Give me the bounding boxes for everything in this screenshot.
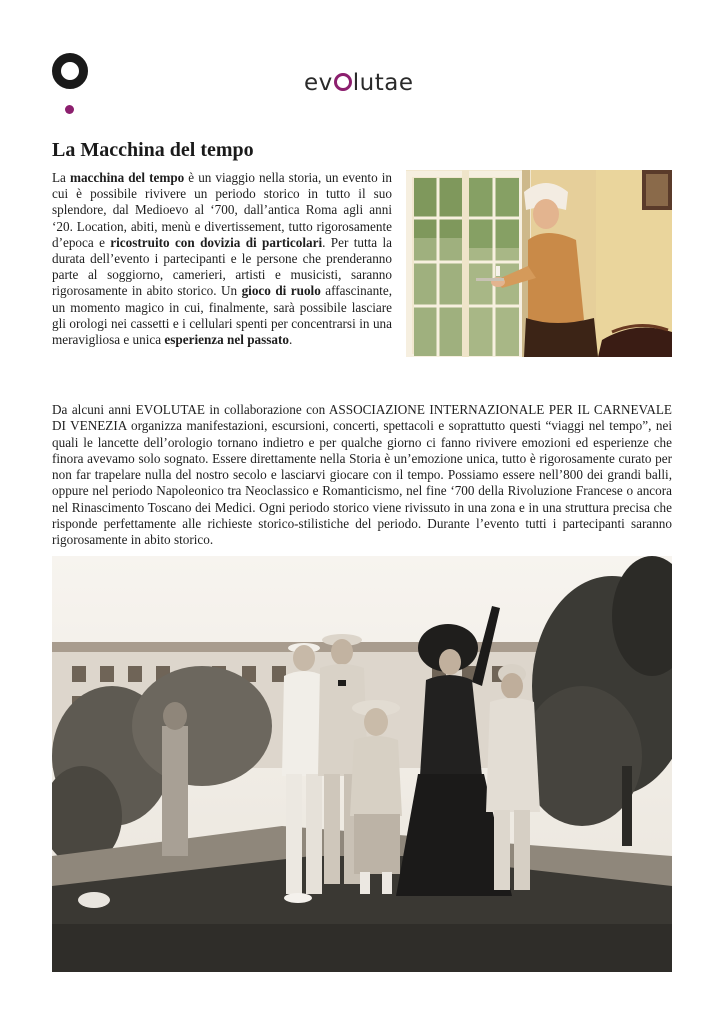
page-title: La Macchina del tempo: [52, 139, 254, 161]
intro-seg: è un viaggio nella storia, un evento in cui è possibile rivivere un periodo storico in tutto il suo splendore, dal Medioevo al ‘700, dall’antica Roma agli anni ‘20. Location, abiti, menù e divertissement, tutto rigorosamente d’epoca e: [52, 170, 392, 250]
intro-seg-bold: gioco di ruolo: [241, 283, 321, 299]
body-paragraph: Da alcuni anni EVOLUTAE in collaborazione con ASSOCIAZIONE INTERNAZIONALE PER IL CARNEVALE DI VENEZIA organizza manifestazioni, escursioni, concerti, spettacoli e soprattutto questi “viaggi nel tempo”, nei quali le lancette dell’orologio tornano indietro e per qualche giorno ci fanno rivivere emozioni ed esperienze che finora avevamo solo sognato. Essere direttamente nella Storia è un’emozione unica, tutto è rigorosamente curato per non far trapelare nulla del nostro secolo e lasciarvi giocare con il tempo. Possiamo essere nell’800 dei grandi balli, oppure nel periodo Napoleonico tra Neoclassico e Romanticismo, nel fine ‘700 della Rivoluzione Francese o ancora nel Rinascimento Toscano dei Medici. Ogni periodo storico viene rivissuto in una zona e in una struttura precisa che risponde perfettamente alle richieste storico-stilistiche del periodo. Durante l’evento tutti i partecipanti saranno rigorosamente in abito storico.: [52, 402, 672, 548]
photo-woman-at-window: [406, 170, 672, 357]
brand-text-post: lutae: [352, 70, 414, 96]
intro-seg-bold: ricostruito con dovizia di particolari: [110, 234, 323, 250]
brand-text-pre: ev: [304, 70, 333, 96]
photo-group-in-garden: [52, 556, 672, 972]
brand-o-icon: [334, 73, 352, 91]
brand-logo: [304, 70, 424, 100]
photo-woman-at-window-svg: [406, 170, 672, 357]
intro-seg: affascinante, un momento magico in cui, finalmente, sarà possibile lasciare gli orologi nei cassetti e i cellulari spenti per concentrarsi in una meravigliosa e unica: [52, 283, 392, 348]
logo-dot-icon: [65, 105, 74, 114]
intro-paragraph: [52, 170, 392, 348]
intro-seg-bold: esperienza nel passato: [164, 332, 289, 348]
intro-seg: .: [288, 332, 293, 348]
intro-seg-bold: macchina del tempo: [69, 170, 185, 185]
logo-ring-icon: [52, 53, 88, 89]
photo-group-in-garden-svg: [52, 556, 672, 972]
intro-seg: La: [52, 170, 70, 185]
intro-seg: . Per tutta la durata dell’evento i partecipanti e le persone che prenderanno parte al soggiorno, camerieri, artisti e musicisti, saranno rigorosamente in abito storico. Un: [52, 234, 392, 299]
